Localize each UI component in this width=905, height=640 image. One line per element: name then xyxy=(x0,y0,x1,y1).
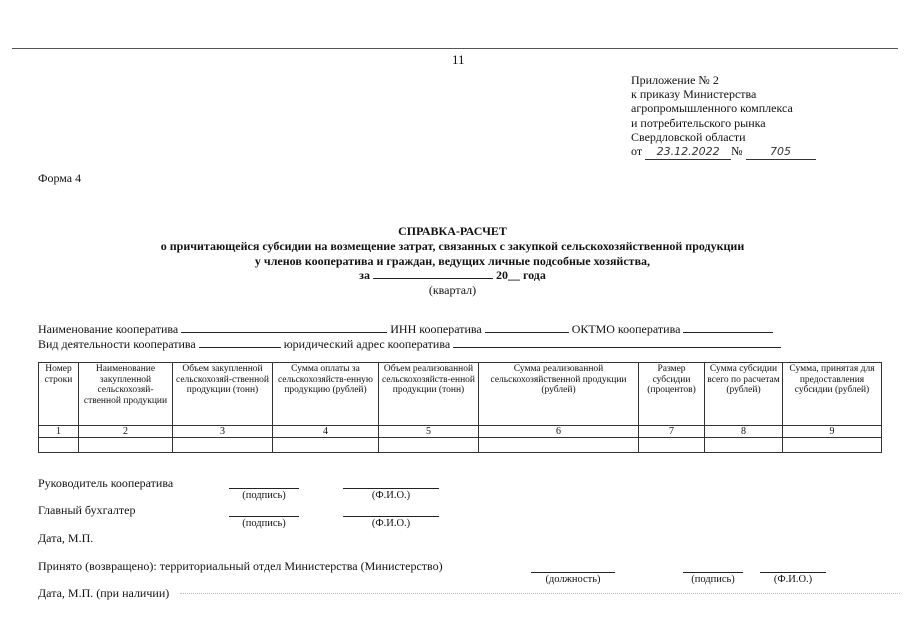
received-fio-caption: (Ф.И.О.) xyxy=(773,574,813,585)
col-number: 3 xyxy=(173,426,273,438)
table-cell[interactable] xyxy=(79,438,173,453)
header-product-name: Наименование закупленной сельскохозяй-ственной продукции xyxy=(79,363,173,426)
date-stamp-label: Дата, М.П. xyxy=(38,531,94,545)
period-suffix: года xyxy=(522,268,546,282)
title-line-3: у членов кооператива и граждан, ведущих личные подсобные хозяйства, xyxy=(254,254,651,268)
header-subsidy-accepted: Сумма, принятая для предоставления субсидии (рублей) xyxy=(783,363,882,426)
header-sold-volume: Объем реализованной сельскохозяйств-енной продукции (тонн) xyxy=(379,363,479,426)
received-position-line[interactable] xyxy=(531,572,615,573)
oktmo-label: ОКТМО кооператива xyxy=(571,322,681,336)
info-line-1 xyxy=(38,322,773,337)
col-number: 8 xyxy=(705,426,783,438)
header-purchased-volume: Объем закупленной сельскохозяй-ственной продукции (тонн) xyxy=(173,363,273,426)
table-cell[interactable] xyxy=(783,438,882,453)
header-subsidy-total: Сумма субсидии всего по расчетам (рублей) xyxy=(705,363,783,426)
table-row xyxy=(39,438,882,453)
calculation-table xyxy=(38,362,882,453)
quarter-caption: (квартал) xyxy=(428,283,477,297)
col-number: 6 xyxy=(479,426,639,438)
inn-field[interactable] xyxy=(485,322,569,333)
col-number: 5 xyxy=(379,426,479,438)
scan-artifact-dots xyxy=(180,593,900,594)
coop-name-field[interactable] xyxy=(181,322,387,333)
header-rule xyxy=(12,48,898,49)
quarter-blank[interactable] xyxy=(373,268,493,279)
header-row-number: Номер строки xyxy=(39,363,79,426)
head-sign-line[interactable] xyxy=(229,488,299,489)
table-cell[interactable] xyxy=(479,438,639,453)
col-number: 2 xyxy=(79,426,173,438)
inn-label: ИНН кооператива xyxy=(390,322,482,336)
header-subsidy-rate: Размер субсидии (процентов) xyxy=(639,363,705,426)
handwritten-number: 705 xyxy=(746,145,816,160)
appendix-line-1: Приложение № 2 xyxy=(631,73,719,87)
header-payment-sum: Сумма оплаты за сельскохозяйств-енную продукцию (рублей) xyxy=(273,363,379,426)
table-cell[interactable] xyxy=(639,438,705,453)
title-line-2: о причитающейся субсидии на возмещение затрат, связанных с закупкой сельскохозяйственной продукции xyxy=(160,239,745,253)
coop-name-label: Наименование кооператива xyxy=(38,322,179,336)
table-cell[interactable] xyxy=(379,438,479,453)
form-label: Форма 4 xyxy=(38,171,82,185)
year-field: 20__ xyxy=(495,268,520,282)
table-number-row xyxy=(39,426,882,438)
head-fio-caption: (Ф.И.О.) xyxy=(371,490,411,501)
activity-field[interactable] xyxy=(199,337,281,348)
accountant-sign-line[interactable] xyxy=(229,516,299,517)
document-title: СПРАВКА-РАСЧЕТ xyxy=(398,224,507,238)
date-stamp-optional-label: Дата, М.П. (при наличии) xyxy=(38,586,170,600)
period-prefix: за xyxy=(359,268,370,282)
received-label: Принято (возвращено): территориальный отдел Министерства (Министерство) xyxy=(38,559,443,573)
head-label: Руководитель кооператива xyxy=(38,476,174,490)
handwritten-date: 23.12.2022 xyxy=(645,145,731,160)
page-number: 11 xyxy=(452,52,465,67)
head-sign-caption: (подпись) xyxy=(242,490,286,501)
legal-address-label: юридический адрес кооператива xyxy=(283,337,451,351)
accountant-fio-line[interactable] xyxy=(343,516,439,517)
head-fio-line[interactable] xyxy=(343,488,439,489)
legal-address-field[interactable] xyxy=(453,337,781,348)
info-line-2 xyxy=(38,337,781,352)
accountant-fio-caption: (Ф.И.О.) xyxy=(371,518,411,529)
col-number: 1 xyxy=(39,426,79,438)
received-sign-line[interactable] xyxy=(683,572,743,573)
activity-label: Вид деятельности кооператива xyxy=(38,337,196,351)
table-cell[interactable] xyxy=(173,438,273,453)
number-prefix: № xyxy=(731,144,743,159)
accountant-label: Главный бухгалтер xyxy=(38,503,136,517)
table-cell[interactable] xyxy=(273,438,379,453)
table-cell[interactable] xyxy=(705,438,783,453)
col-number: 9 xyxy=(783,426,882,438)
col-number: 7 xyxy=(639,426,705,438)
table-cell[interactable] xyxy=(39,438,79,453)
appendix-line-5: Свердловской области xyxy=(631,129,746,144)
header-sold-sum: Сумма реализованной сельскохозяйственной продукции (рублей) xyxy=(479,363,639,426)
appendix-line-4: и потребительского рынка xyxy=(631,115,766,130)
position-caption: (должность) xyxy=(545,574,601,585)
date-prefix: от xyxy=(631,144,643,159)
received-sign-caption: (подпись) xyxy=(691,574,735,585)
appendix-line-3: агропромышленного комплекса xyxy=(631,101,793,116)
title-line-4 xyxy=(0,268,905,283)
appendix-date-line xyxy=(631,144,816,160)
appendix-line-2: к приказу Министерства xyxy=(631,87,757,102)
table-header-row xyxy=(39,363,882,426)
appendix-block xyxy=(631,73,816,160)
oktmo-field[interactable] xyxy=(683,322,773,333)
col-number: 4 xyxy=(273,426,379,438)
received-fio-line[interactable] xyxy=(760,572,826,573)
accountant-sign-caption: (подпись) xyxy=(242,518,286,529)
